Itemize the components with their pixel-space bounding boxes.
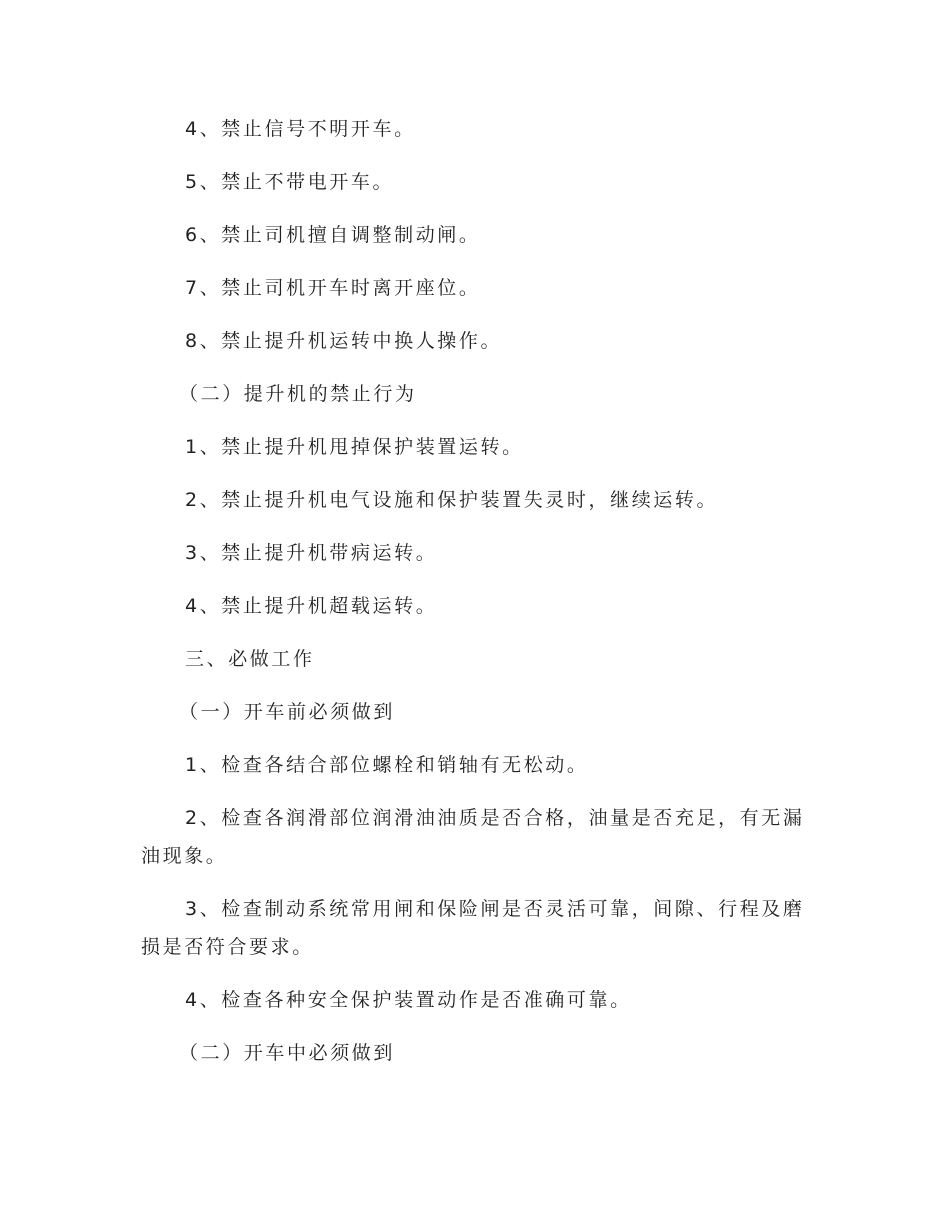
paragraph: 2、检查各润滑部位润滑油油质是否合格，油量是否充足，有无漏油现象。 xyxy=(141,807,805,867)
paragraph: 1、禁止提升机甩掉保护装置运转。 xyxy=(185,436,524,458)
chapter-heading: 三、必做工作 xyxy=(185,648,315,670)
paragraph: 3、禁止提升机带病运转。 xyxy=(185,542,438,564)
paragraph: 5、禁止不带电开车。 xyxy=(185,171,395,193)
paragraph: 8、禁止提升机运转中换人操作。 xyxy=(185,330,503,352)
paragraph: 2、禁止提升机电气设施和保护装置失灵时，继续运转。 xyxy=(185,489,719,511)
paragraph: 4、禁止信号不明开车。 xyxy=(185,118,416,140)
paragraph: 4、禁止提升机超载运转。 xyxy=(185,595,438,617)
section-heading: （一）开车前必须做到 xyxy=(179,701,396,723)
paragraph: 3、检查制动系统常用闸和保险闸是否灵活可靠，间隙、行程及磨损是否符合要求。 xyxy=(141,898,805,958)
paragraph: 6、禁止司机擅自调整制动闸。 xyxy=(185,224,481,246)
paragraph: 4、检查各种安全保护装置动作是否准确可靠。 xyxy=(185,989,632,1011)
document-body xyxy=(141,110,811,1087)
section-heading: （二）开车中必须做到 xyxy=(179,1042,396,1064)
paragraph: 1、检查各结合部位螺栓和销轴有无松动。 xyxy=(185,754,589,776)
paragraph: 7、禁止司机开车时离开座位。 xyxy=(185,277,481,299)
section-heading: （二）提升机的禁止行为 xyxy=(179,383,417,405)
